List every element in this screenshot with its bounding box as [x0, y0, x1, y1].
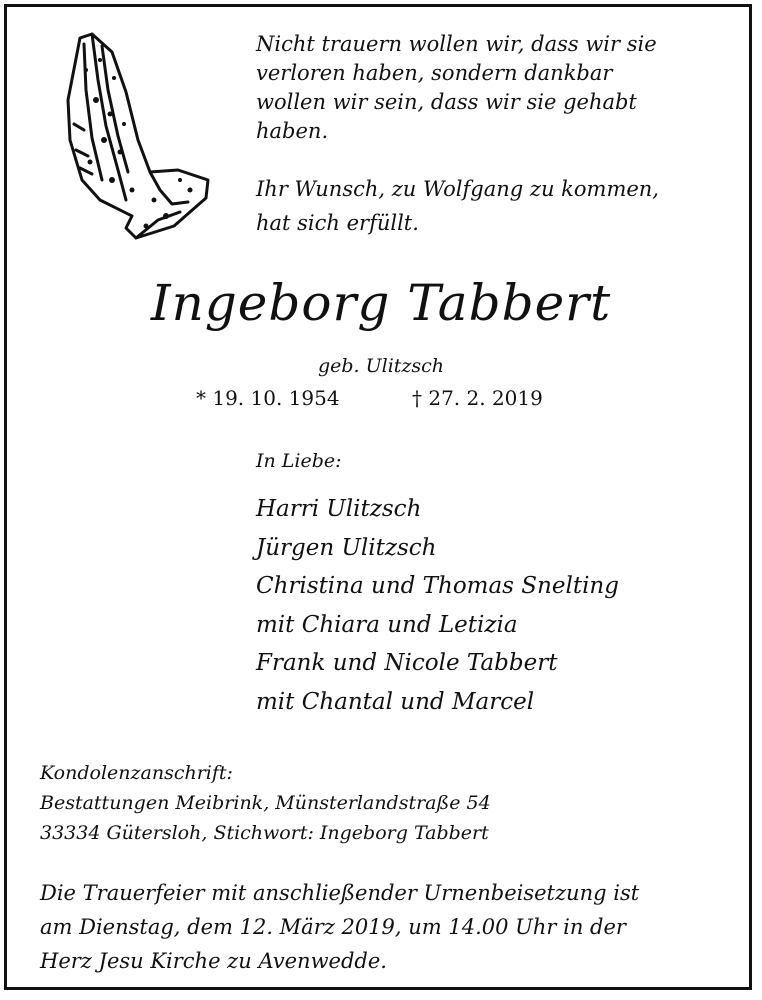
quote-line: wollen wir sein, dass wir sie gehabt [256, 90, 637, 114]
mourner-name: mit Chantal und Marcel [256, 688, 535, 715]
life-dates [196, 386, 616, 410]
wish-line: Ihr Wunsch, zu Wolfgang zu kommen, [256, 177, 659, 201]
quote-line: Nicht trauern wollen wir, dass wir sie [256, 32, 657, 56]
condolence-address [40, 758, 740, 848]
wish-text [256, 172, 736, 240]
ceremony-line: Herz Jesu Kirche zu Avenwedde. [40, 949, 387, 973]
deceased-name: Ingeborg Tabbert [150, 274, 612, 332]
born-name: geb. Ulitzsch [317, 355, 445, 377]
condolence-heading: Kondolenzanschrift: [40, 762, 233, 784]
ceremony-line: am Dienstag, dem 12. März 2019, um 14.00 Uhr in der [40, 915, 626, 939]
mourner-name: mit Chiara und Letizia [256, 611, 518, 638]
quote-line: verloren haben, sondern dankbar [256, 61, 613, 85]
birth-date: * 19. 10. 1954 [196, 386, 340, 410]
mourner-name: Harri Ulitzsch [256, 496, 422, 522]
mourner-name: Frank und Nicole Tabbert [256, 650, 558, 676]
quote-text [256, 30, 736, 146]
death-date: † 27. 2. 2019 [412, 386, 543, 410]
condolence-line: Bestattungen Meibrink, Münsterlandstraße 54 [40, 792, 491, 814]
quote-line: haben. [256, 119, 329, 143]
condolence-line: 33334 Gütersloh, Stichwort: Ingeborg Tabbert [40, 822, 489, 844]
mourner-name: Jürgen Ulitzsch [256, 534, 437, 561]
praying-hands-icon [62, 30, 212, 242]
mourners-list [256, 490, 619, 721]
mourner-name: Christina und Thomas Snelting [256, 573, 619, 599]
ceremony-line: Die Trauerfeier mit anschließender Urnenbeisetzung ist [40, 881, 640, 905]
wish-line: hat sich erfüllt. [256, 211, 419, 235]
mourners-intro: In Liebe: [256, 450, 342, 472]
ceremony-notice [40, 876, 740, 978]
